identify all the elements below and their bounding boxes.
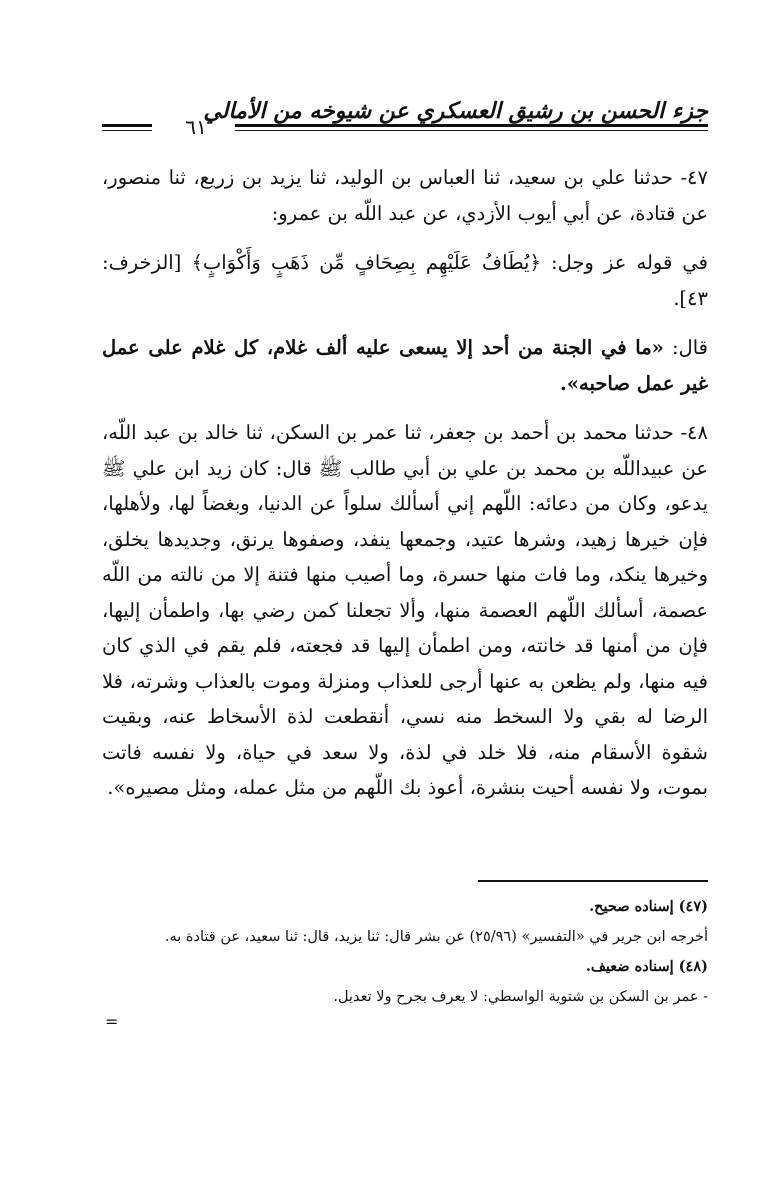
header-rule xyxy=(235,124,708,131)
hadith-47-verse: في قوله عز وجل: ﴿يُطَافُ عَلَيْهِم بِصِحَافٍ مِّن ذَهَبٍ وَأَكْوَابٍ﴾ [الزخرف: ٤٣]. xyxy=(102,251,708,310)
footnote-47-grade: (٤٧) إسناده صحيح. xyxy=(589,898,708,915)
page-number: ٦١ xyxy=(185,115,207,139)
continuation-mark: = xyxy=(105,1012,119,1031)
hadith-48-text: ٤٨- حدثنا محمد بن أحمد بن جعفر، ثنا عمر بن السكن، ثنا خالد بن عبد اللّه، عن عبيداللّه بن محمد بن علي بن أبي طالب ﷺ قال: كان زيد ابن علي ﷺ يدعو، وكان من دعائه: اللّهم إني أسألك سلواً عن الدنيا، وبغضاً لها، ولأهلها، فإن خيرها زهيد، وشرها عتيد، وجمعها ينفد، وصفوها يرنق، وجديدها يخلق، وخيرها ينكد، وما فات منها حسرة، وما أصيب منها فتنة إلا من نالته من اللّه عصمة، أسألك اللّهم العصمة منها، وألا تجعلنا كمن رضي بها، واطمأن إليها، فإن من أمنها قد خانته، ومن اطمأن إليها قد فجعته، فلم يقم في الذي كان فيه منها، ولم يظعن به عنها أرجى للعذاب ومنزلة وموت بالعذاب وشرته، فلا الرضا له بقي ولا السخط منه نسي، أنقطعت لذة الأسخاط عنه، وبقيت شقوة الأسقام منه، فلا خلد في لذة، ولا سعد في حياة، ولا نفسه فاتت بموت، ولا نفسه أحيت بنشرة، أعوذ بك اللّهم من مثل عمله، ومثل مصيره». xyxy=(102,421,708,799)
footnote-47-text: أخرجه ابن جرير في «التفسير» (٢٥/٩٦) عن بشر قال: ثنا يزيد، قال: ثنا سعيد، عن قتادة به. xyxy=(164,929,708,945)
main-text xyxy=(102,160,708,806)
hadith-47-matn xyxy=(102,330,708,401)
running-header-title: جزء الحسن بن رشيق العسكري عن شيوخه من الأمالي xyxy=(203,98,708,124)
footnote-48-text: - عمر بن السكن بن شتوية الواسطي: لا يعرف بجرح ولا تعديل. xyxy=(333,989,708,1005)
hadith-47-qala: قال: xyxy=(671,336,708,359)
hadith-47-chain: ٤٧- حدثنا علي بن سعيد، ثنا العباس بن الوليد، ثنا يزيد بن زريع، ثنا منصور، عن قتادة، عن أبي أيوب الأزدي، عن عبد اللّه بن عمرو: xyxy=(102,166,708,225)
header-rule-short xyxy=(102,124,152,131)
footnote-rule xyxy=(478,880,708,882)
hadith-47-text: «ما في الجنة من أحد إلا يسعى عليه ألف غلام، كل غلام على عمل غير عمل صاحبه». xyxy=(102,336,708,395)
footnote-48-grade: (٤٨) إسناده ضعيف. xyxy=(585,958,708,975)
footnotes xyxy=(102,892,708,1012)
